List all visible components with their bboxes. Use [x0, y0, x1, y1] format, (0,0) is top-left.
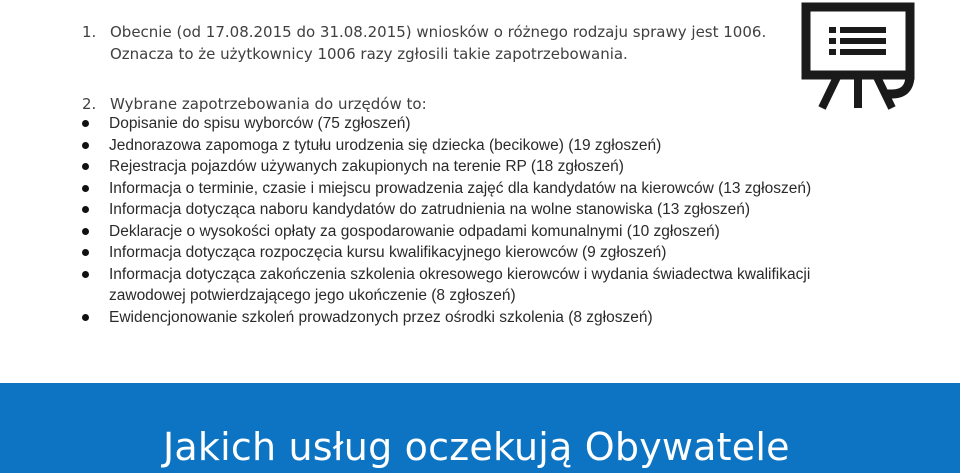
presentation-board-icon: [800, 2, 916, 110]
item-text: Obecnie (od 17.08.2015 do 31.08.2015) wniosków o różnego rodzaju sprawy jest 1006. Oznacza to że użytkownicy 1006 razy zgłosili takie zapotrzebowania.: [110, 23, 767, 63]
list-item-text: Informacja dotycząca zakończenia szkolenia okresowego kierowców i wydania świadectwa kwalifikacji zawodowej potwierdzającego jego ukończenie (8 zgłoszeń): [109, 265, 811, 304]
bullet-icon: [82, 142, 89, 149]
list-item-text: Deklaracje o wysokości opłaty za gospodarowanie odpadami komunalnymi (10 zgłoszeń): [109, 222, 720, 240]
request-list: [82, 113, 862, 328]
bullet-icon: [82, 163, 89, 170]
list-item: [82, 199, 862, 221]
title-banner: [0, 383, 960, 473]
list-item: [82, 135, 862, 157]
bullet-icon: [82, 314, 89, 321]
bullet-icon: [82, 206, 89, 213]
item-number: 1.: [82, 23, 97, 41]
list-item: [82, 221, 862, 243]
slide-title: Jakich usług oczekują Obywatele: [163, 425, 790, 469]
item-number: 2.: [82, 95, 97, 113]
list-item-text: Rejestracja pojazdów używanych zakupionych na terenie RP (18 zgłoszeń): [109, 158, 624, 175]
bullet-icon: [82, 271, 89, 278]
list-item: [82, 264, 862, 307]
list-item: [82, 242, 862, 264]
numbered-item-2: [82, 93, 782, 115]
bullet-icon: [82, 249, 89, 256]
bullet-icon: [82, 185, 89, 192]
list-item: [82, 156, 862, 178]
list-item-text: Informacja o terminie, czasie i miejscu prowadzenia zajęć dla kandydatów na kierowców (13 zgłoszeń): [109, 179, 812, 197]
list-item: [82, 307, 862, 329]
list-item-text: Ewidencjonowanie szkoleń prowadzonych przez ośrodki szkolenia (8 zgłoszeń): [109, 308, 653, 326]
bullet-icon: [82, 120, 89, 127]
bullet-icon: [82, 228, 89, 235]
list-item: [82, 113, 862, 135]
item-text: Wybrane zapotrzebowania do urzędów to:: [110, 95, 427, 113]
list-item-text: Dopisanie do spisu wyborców (75 zgłoszeń): [109, 115, 411, 132]
list-item-text: Informacja dotycząca rozpoczęcia kursu kwalifikacyjnego kierowców (9 zgłoszeń): [109, 244, 667, 261]
list-item: [82, 178, 862, 200]
numbered-list: [82, 21, 782, 115]
list-item-text: Informacja dotycząca naboru kandydatów do zatrudnienia na wolne stanowiska (13 zgłoszeń): [109, 201, 751, 218]
list-item-text: Jednorazowa zapomoga z tytułu urodzenia się dziecka (becikowe) (19 zgłoszeń): [109, 136, 662, 154]
numbered-item-1: [82, 21, 782, 65]
